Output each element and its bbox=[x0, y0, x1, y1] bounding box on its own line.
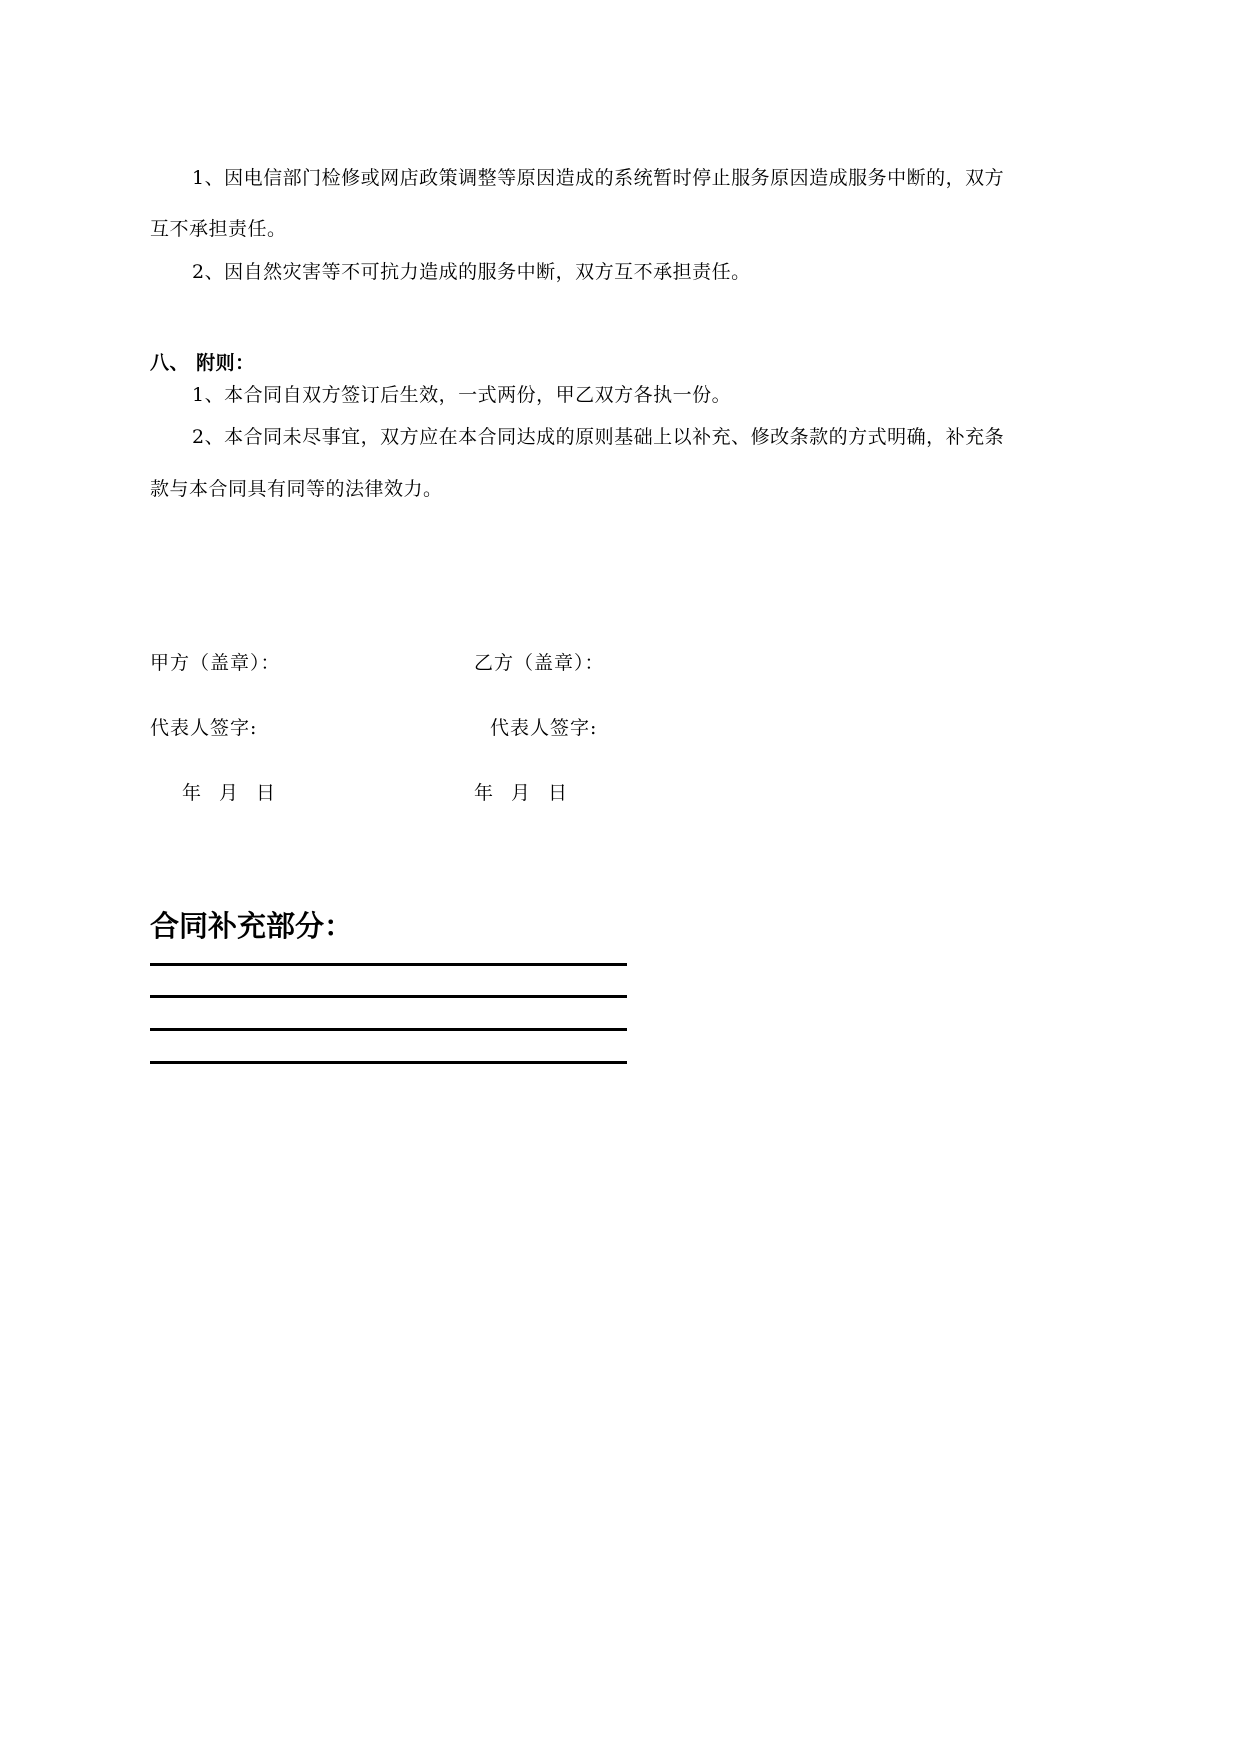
party-b-representative-label: 代表人签字: bbox=[490, 717, 598, 739]
force-majeure-item-2: 2、因自然灾害等不可抗力造成的服务中断，双方互不承担责任。 bbox=[192, 261, 751, 283]
supplement-blank-line bbox=[150, 1028, 627, 1031]
supplement-blank-line bbox=[150, 963, 627, 966]
supplement-blank-line bbox=[150, 1061, 627, 1064]
supplement-title: 合同补充部分： bbox=[150, 909, 354, 943]
supplementary-rules-item-2-line-2: 款与本合同具有同等的法律效力。 bbox=[150, 478, 443, 500]
party-b-seal-label: 乙方（盖章）： bbox=[474, 652, 605, 674]
party-a-date bbox=[182, 781, 293, 805]
supplementary-rules-item-2-line-1: 2、本合同未尽事宜，双方应在本合同达成的原则基础上以补充、修改条款的方式明确，补充条 bbox=[192, 426, 1005, 448]
force-majeure-item-1-line-2: 互不承担责任。 bbox=[150, 218, 287, 240]
party-a-date-year: 年 bbox=[182, 782, 202, 804]
party-a-representative-label: 代表人签字: bbox=[150, 717, 258, 739]
party-b-date-month: 月 bbox=[511, 782, 531, 804]
force-majeure-item-1-line-1: 1、因电信部门检修或网店政策调整等原因造成的系统暂时停止服务原因造成服务中断的，双方 bbox=[192, 167, 1005, 189]
party-a-date-day: 日 bbox=[256, 782, 276, 804]
party-b-date-day: 日 bbox=[548, 782, 568, 804]
party-b-date bbox=[474, 781, 585, 805]
supplementary-rules-item-1: 1、本合同自双方签订后生效，一式两份，甲乙双方各执一份。 bbox=[192, 384, 732, 406]
party-a-date-month: 月 bbox=[219, 782, 239, 804]
section-heading-supplementary-rules: 八、 附则： bbox=[150, 352, 255, 374]
party-a-seal-label: 甲方（盖章）： bbox=[150, 652, 281, 674]
supplement-blank-line bbox=[150, 995, 627, 998]
party-b-date-year: 年 bbox=[474, 782, 494, 804]
